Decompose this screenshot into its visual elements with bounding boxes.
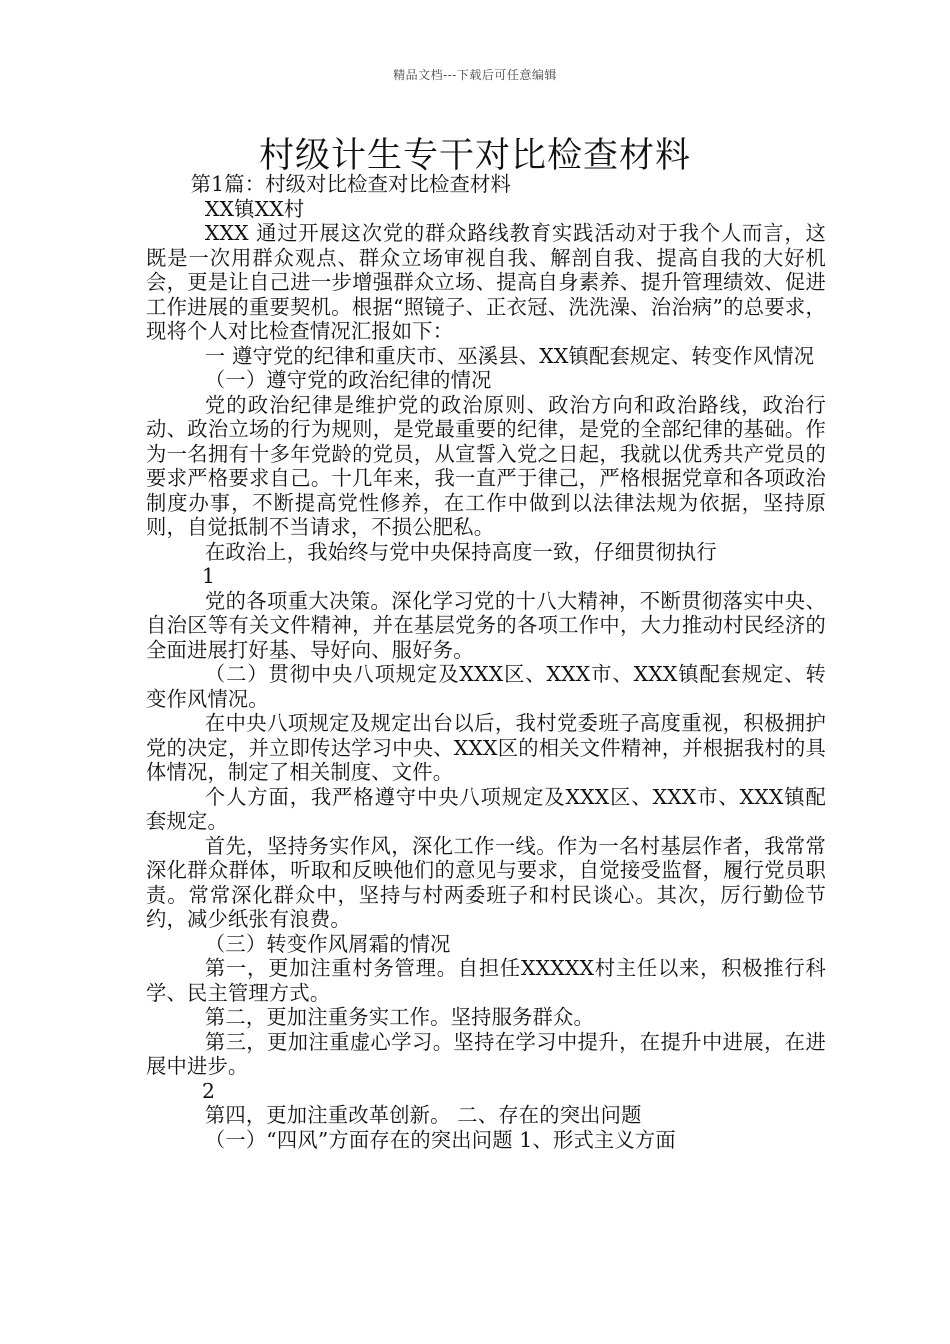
body-paragraph: 第四，更加注重改革创新。 二、存在的突出问题 bbox=[204, 1103, 642, 1127]
body-paragraph: 在中央八项规定及规定出台以后，我村党委班子高度重视，积极拥护党的决定，并立即传达学习中央、XXX区的相关文件精神，并根据我村的具体情况，制定了相关制度、文件。 bbox=[146, 711, 826, 784]
document-body bbox=[146, 172, 826, 1152]
page-number: 2 bbox=[202, 1078, 216, 1103]
body-paragraph: （三）转变作风屑霜的情况 bbox=[204, 931, 451, 956]
body-paragraph: XX镇XX村 bbox=[204, 196, 305, 221]
body-paragraph: 第三，更加注重虚心学习。坚持在学习中提升，在提升中进展，在进展中进步。 bbox=[146, 1029, 826, 1078]
page-number: 1 bbox=[202, 564, 216, 588]
body-paragraph: 个人方面，我严格遵守中央八项规定及XXX区、XXX市、XXX镇配套规定。 bbox=[146, 784, 826, 833]
header-note: 精品文档---下载后可任意编辑 bbox=[393, 68, 557, 82]
body-paragraph: 党的各项重大决策。深化学习党的十八大精神，不断贯彻落实中央、自治区等有关文件精神，并在基层党务的各项工作中，大力推动村民经济的全面进展打好基、导好向、服好务。 bbox=[146, 588, 826, 662]
body-paragraph: （一）遵守党的政治纪律的情况 bbox=[204, 368, 492, 392]
body-paragraph: 第二，更加注重务实工作。坚持服务群众。 bbox=[204, 1005, 595, 1029]
document-title: 村级计生专干对比检查材料 bbox=[258, 136, 691, 176]
body-paragraph: 在政治上，我始终与党中央保持高度一致，仔细贯彻执行 bbox=[204, 539, 717, 564]
body-paragraph: 党的政治纪律是维护党的政治原则、政治方向和政治路线，政治行动、政治立场的行为规则，是党最重要的纪律，是党的全部纪律的基础。作为一名拥有十多年党龄的党员，从宣誓入党之日起，我就以优秀共产党员的要求严格要求自己。十几年来，我一直严于律己，严格根据党章和各项政治制度办事，不断提高党性修养，在工作中做到以法律法规为依据，坚持原则，自觉抵制不当请求，不损公肥私。 bbox=[146, 392, 826, 539]
body-paragraph: （一）“四风”方面存在的突出问题 1、形式主义方面 bbox=[204, 1127, 676, 1152]
body-paragraph: 第1篇：村级对比检查对比检查材料 bbox=[190, 172, 511, 196]
body-paragraph: 一 遵守党的纪律和重庆市、巫溪县、XX镇配套规定、转变作风情况 bbox=[204, 343, 815, 368]
body-paragraph: （二）贯彻中央八项规定及XXX区、XXX市、XXX镇配套规定、转变作风情况。 bbox=[146, 662, 826, 711]
body-paragraph: 首先，坚持务实作风，深化工作一线。作为一名村基层作者，我常常深化群众群体，听取和反映他们的意见与要求，自觉接受监督，履行党员职责。常常深化群众中，坚持与村两委班子和村民谈心。其次，厉行勤俭节约，减少纸张有浪费。 bbox=[146, 833, 826, 931]
body-paragraph: 第一，更加注重村务管理。自担任XXXXX村主任以来，积极推行科学、民主管理方式。 bbox=[146, 956, 826, 1005]
body-paragraph: XXX 通过开展这次党的群众路线教育实践活动对于我个人而言，这既是一次用群众观点、群众立场审视自我、解剖自我、提高自我的大好机会，更是让自己进一步增强群众立场、提高自身素养、提升管理绩效、促进工作进展的重要契机。根据“照镜子、正衣冠、洗洗澡、治治病”的总要求，现将个人对比检查情况汇报如下： bbox=[146, 221, 826, 343]
